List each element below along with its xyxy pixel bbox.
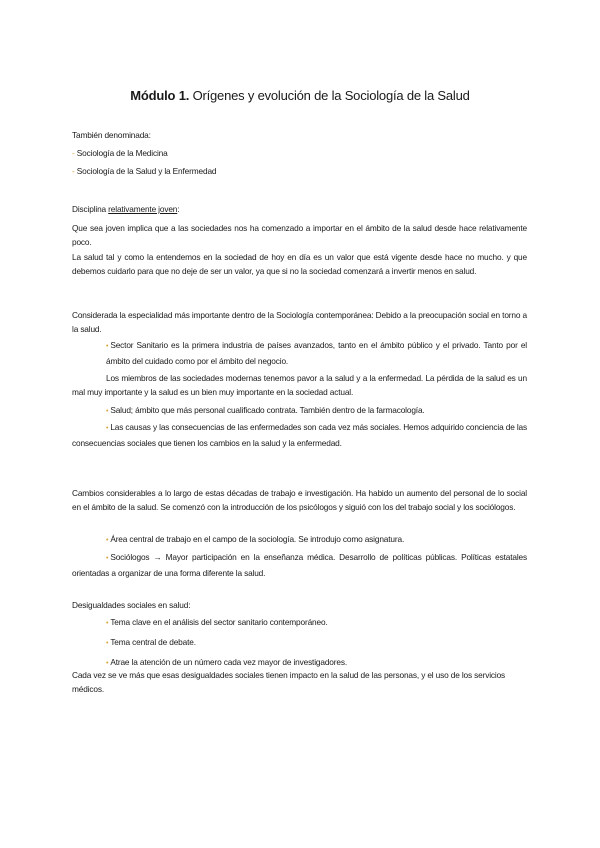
bullet-item: • Salud; ámbito que más personal cualificado contrata. También dentro de la farmacología. [106, 405, 425, 415]
bullet-icon: • [106, 537, 109, 544]
bullet-icon: • [106, 620, 109, 627]
list-item: - Sociología de la Salud y la Enfermedad [72, 166, 217, 177]
section-inequalities [72, 598, 527, 612]
title-module: Módulo 1. [130, 88, 190, 103]
bullet-icon: • [106, 555, 109, 562]
section-young-discipline [72, 202, 527, 278]
section-heading: Disciplina relativamente joven: [72, 204, 180, 214]
bullet-icon: • [106, 660, 109, 668]
section-specialty [72, 308, 527, 336]
paragraph: Cada vez se ve más que esas desigualdades sociales tienen impacto en la salud de las personas, y el uso de los servicios médicos. [72, 670, 506, 695]
section-heading: Desigualdades sociales en salud: [72, 600, 191, 610]
bullet-item-wrapped: • Las causas y las consecuencias de las enfermedades son cada vez más sociales. Hemos adquirido conciencia de las consecuencias sociales que tienen los cambios en la salud y la enfermedad. [72, 422, 527, 449]
bullet-icon: • [106, 343, 109, 350]
list-item: - Sociología de la Medicina [72, 148, 168, 159]
closing-paragraph [72, 668, 527, 696]
bullet-icon: • [106, 640, 109, 648]
section-changes [72, 486, 527, 514]
paragraph: Considerada la especialidad más importante dentro de la Sociología contemporánea: Debido a la preocupación social en torno a la salud. [72, 310, 527, 335]
title-text: Orígenes y evolución de la Sociología de la Salud [189, 88, 470, 103]
dash-marker: - [72, 148, 75, 159]
section-also-named [72, 128, 527, 179]
bullet-icon: • [106, 408, 109, 415]
list-item: • Tema central de debate. [106, 637, 196, 648]
paragraph: Los miembros de las sociedades modernas tenemos pavor a la salud y a la enfermedad. La pérdida de la salud es un mal muy importante y la salud es un bien muy importante en la sociedad actual. [72, 373, 527, 398]
paragraph: Que sea joven implica que a las sociedades nos ha comenzado a importar en el ámbito de la salud desde hace relativamente poco. [72, 223, 527, 248]
section-heading: También denominada: [72, 130, 151, 140]
list-item: • Tema clave en el análisis del sector sanitario contemporáneo. [106, 617, 328, 627]
bullet-item: • Sector Sanitario es la primera industria de países avanzados, tanto en el ámbito público y el privado. Tanto por el ámbito del cuidado como por el ámbito del negocio. [106, 340, 527, 367]
paragraph: Cambios considerables a lo largo de estas décadas de trabajo e investigación. Ha habido un aumento del personal de lo social en el ámbito de la salud. Se comenzó con la introducción de los psicólogos y siguió con los del trabajo social y los sociólogos. [72, 488, 527, 513]
bullet-item: • Área central de trabajo en el campo de la sociología. Se introdujo como asignatura. [106, 534, 405, 544]
bullet-icon: • [106, 425, 109, 432]
list-item: • Atrae la atención de un número cada vez mayor de investigadores. [106, 657, 347, 668]
bullet-item-wrapped: • Sociólogos → Mayor participación en la enseñanza médica. Desarrollo de políticas públicas. Políticas estatales orientadas a organizar de una forma diferente la salud. [72, 552, 527, 579]
dash-marker: - [72, 166, 75, 177]
paragraph: La salud tal y como la entendemos en la sociedad de hoy en día es un valor que está vigente desde hace no mucho. y que debemos cuidarlo para que no deje de ser un valor, ya que si no la sociedad comenzará a invertir menos en salud. [72, 251, 527, 276]
page-title [0, 88, 600, 103]
bullet-list [72, 615, 527, 672]
paragraph-block [72, 371, 527, 399]
